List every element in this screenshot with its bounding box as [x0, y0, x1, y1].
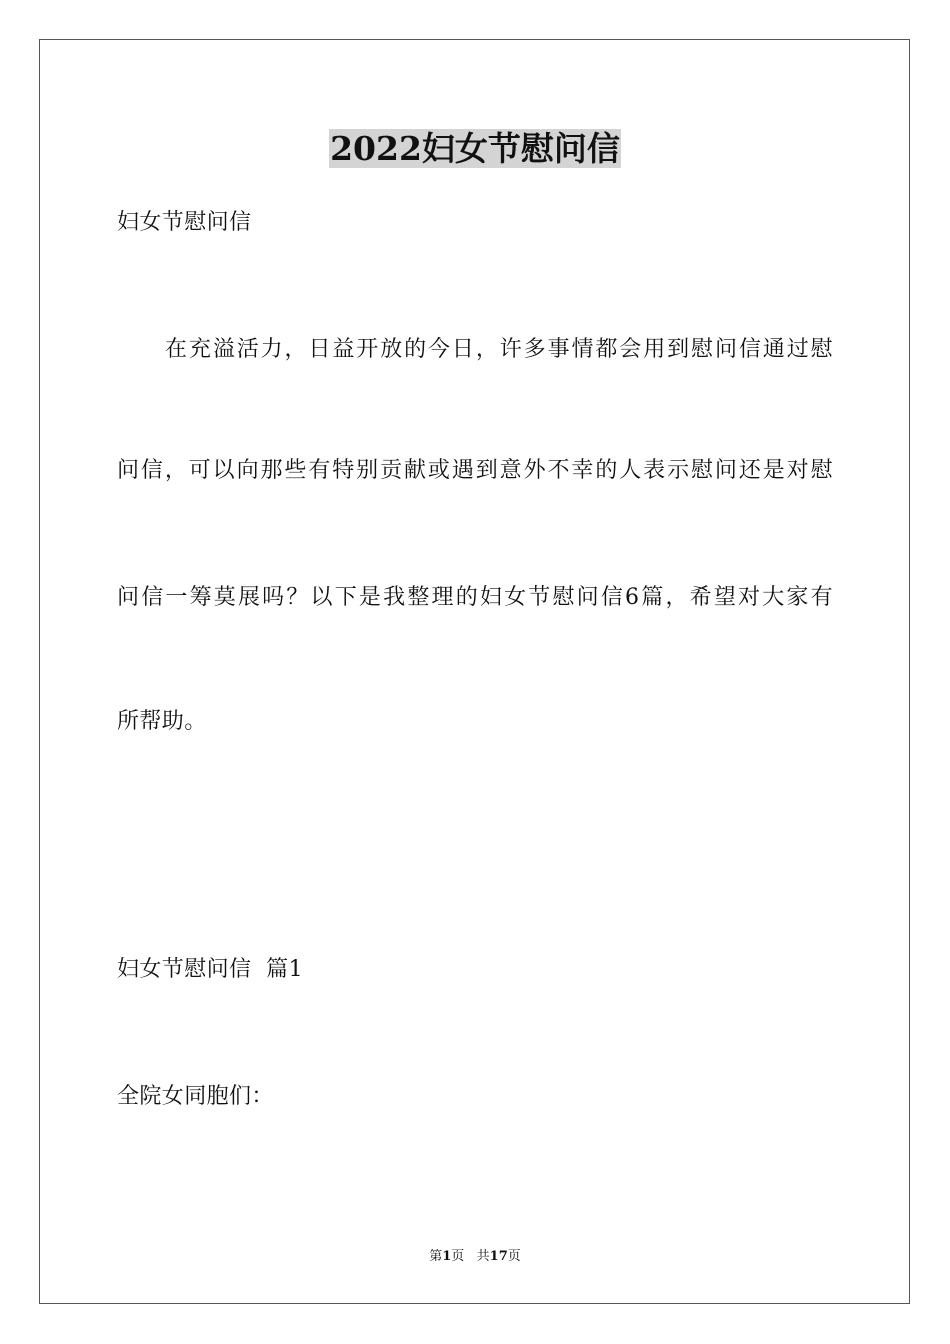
footer-page-prefix: 第 [429, 1249, 443, 1264]
footer-page-mid: 页 共 [451, 1249, 490, 1264]
page-footer [0, 1248, 950, 1266]
paragraph-line-3: 问信一筹莫展吗？以下是我整理的妇女节慰问信6篇，希望对大家有 [117, 585, 833, 610]
document-title [0, 128, 950, 170]
footer-page-current: 1 [442, 1249, 452, 1264]
document-title-text: 2022妇女节慰问信 [330, 129, 620, 168]
paragraph-line-2: 问信，可以向那些有特别贡献或遇到意外不幸的人表示慰问还是对慰 [117, 458, 833, 483]
paragraph-line-4: 所帮助。 [117, 709, 207, 734]
document-subtitle: 妇女节慰问信 [117, 210, 252, 235]
paragraph-line-1: 在充溢活力，日益开放的今日，许多事情都会用到慰问信通过慰 [165, 337, 833, 362]
salutation: 全院女同胞们： [117, 1084, 274, 1109]
section-heading: 妇女节慰问信 篇1 [117, 957, 303, 982]
footer-page-suffix: 页 [507, 1249, 521, 1264]
footer-page-total: 17 [489, 1249, 508, 1264]
